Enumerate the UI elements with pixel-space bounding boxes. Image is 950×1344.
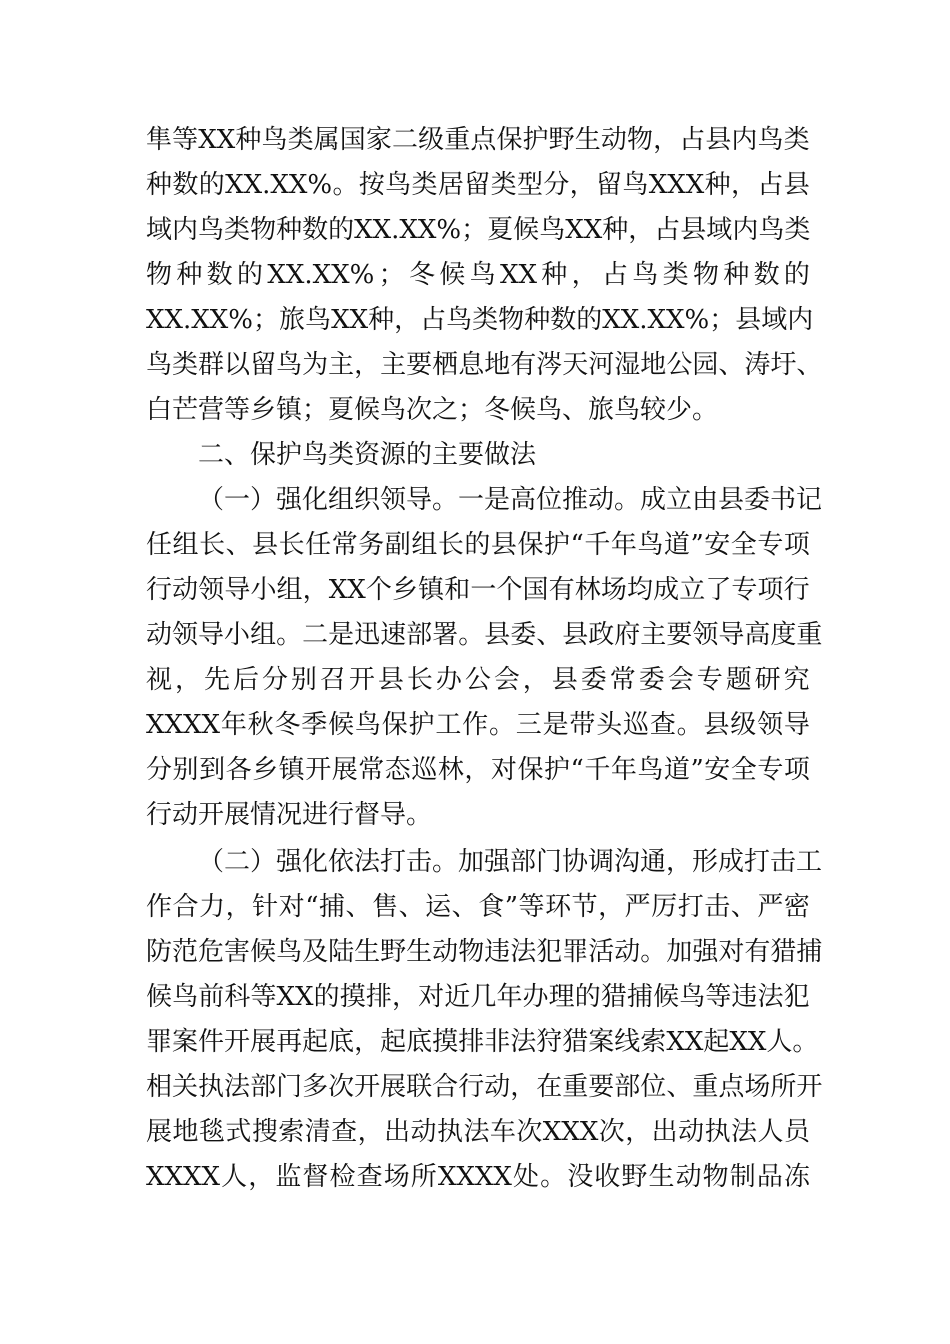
- text-line: 候 鸟 前 科 等 XX 的 摸 排 ， 对 近 几 年 办 理 的 猎 捕 候 鸟 等 违 法 犯: [146, 982, 810, 1012]
- text-line: XX.XX% ； 旅 鸟 XX 种 ， 占 鸟 类 物 种 数 的 XX.XX% ； 县 域 内: [146, 305, 814, 335]
- section-heading: 二、保护鸟类资源的主要做法: [198, 440, 537, 470]
- document-body: [146, 118, 823, 1200]
- subsection-lead: （二）强化依法打击。: [198, 847, 459, 877]
- text-line: 任 组 长 、 县 长 任 常 务 副 组 长 的 县 保 护 “ 千 年 鸟 道 ” 安 全 专 项: [146, 530, 810, 560]
- text-line-first: [146, 478, 823, 523]
- text-fragment: 一是高位推动。成立由县委书记: [458, 485, 823, 515]
- text-line: 白芒营等乡镇；夏候鸟次之；冬候鸟、旅鸟较少。: [146, 395, 719, 425]
- text-line: 物 种 数 的 XX.XX% ； 冬 候 鸟 XX 种 ， 占 鸟 类 物 种 数 的: [146, 260, 810, 290]
- text-line: 相 关 执 法 部 门 多 次 开 展 联 合 行 动 ， 在 重 要 部 位 、 重 点 场 所 开: [146, 1072, 823, 1102]
- paragraph-law-enforcement: [146, 840, 823, 1200]
- paragraph-organization-leadership: [146, 478, 823, 838]
- text-line: 行 动 领 导 小 组 ， XX 个 乡 镇 和 一 个 国 有 林 场 均 成 立 了 专 项 行: [146, 575, 810, 605]
- text-line: 罪 案 件 开 展 再 起 底 ， 起 底 摸 排 非 法 狩 猎 案 线 索 XX 起 XX 人 。: [146, 1027, 819, 1057]
- text-line: 展 地 毯 式 搜 索 清 查 ， 出 动 执 法 车 次 XXX 次 ， 出 动 执 法 人 员: [146, 1117, 810, 1147]
- text-line: 作 合 力 ， 针 对 “ 捕 、 售 、 运 、 食 ” 等 环 节 ， 严 厉 打 击 、 严 密: [146, 892, 810, 922]
- text-line: 防 范 危 害 候 鸟 及 陆 生 野 生 动 物 违 法 犯 罪 活 动 。 加 强 对 有 猎 捕: [146, 937, 823, 967]
- text-line-first: [146, 840, 823, 885]
- text-fragment: 加强部门协调沟通，形成打击工: [458, 847, 823, 877]
- text-line: 鸟 类 群 以 留 鸟 为 主 ， 主 要 栖 息 地 有 涔 天 河 湿 地 公 园 、 涛 圩 、: [146, 350, 823, 380]
- text-line: 行动开展情况进行督导。: [146, 800, 433, 830]
- subsection-lead: （一）强化组织领导。: [198, 485, 459, 515]
- text-line: 视 ， 先 后 分 别 召 开 县 长 办 公 会 ， 县 委 常 委 会 专 题 研 究: [146, 665, 810, 695]
- paragraph-bird-statistics: [146, 118, 823, 433]
- text-line: 隼 等 XX 种 鸟 类 属 国 家 二 级 重 点 保 护 野 生 动 物 ， 占 县 内 鸟 类: [146, 125, 810, 155]
- text-line: 动 领 导 小 组 。 二 是 迅 速 部 署 。 县 委 、 县 政 府 主 要 领 导 高 度 重: [146, 620, 823, 650]
- text-line: XXXX 人 ， 监 督 检 查 场 所 XXXX 处 。 没 收 野 生 动 物 制 品 冻: [146, 1162, 810, 1192]
- text-line: 分 别 到 各 乡 镇 开 展 常 态 巡 林 ， 对 保 护 “ 千 年 鸟 道 ” 安 全 专 项: [146, 755, 810, 785]
- text-line: 域 内 鸟 类 物 种 数 的 XX.XX% ； 夏 候 鸟 XX 种 ， 占 县 域 内 鸟 类: [146, 215, 811, 245]
- text-line: 种 数 的 XX.XX% 。 按 鸟 类 居 留 类 型 分 ， 留 鸟 XXX 种 ， 占 县: [146, 170, 810, 200]
- text-line: XXXX 年 秋 冬 季 候 鸟 保 护 工 作 。 三 是 带 头 巡 查 。 县 级 领 导: [146, 710, 810, 740]
